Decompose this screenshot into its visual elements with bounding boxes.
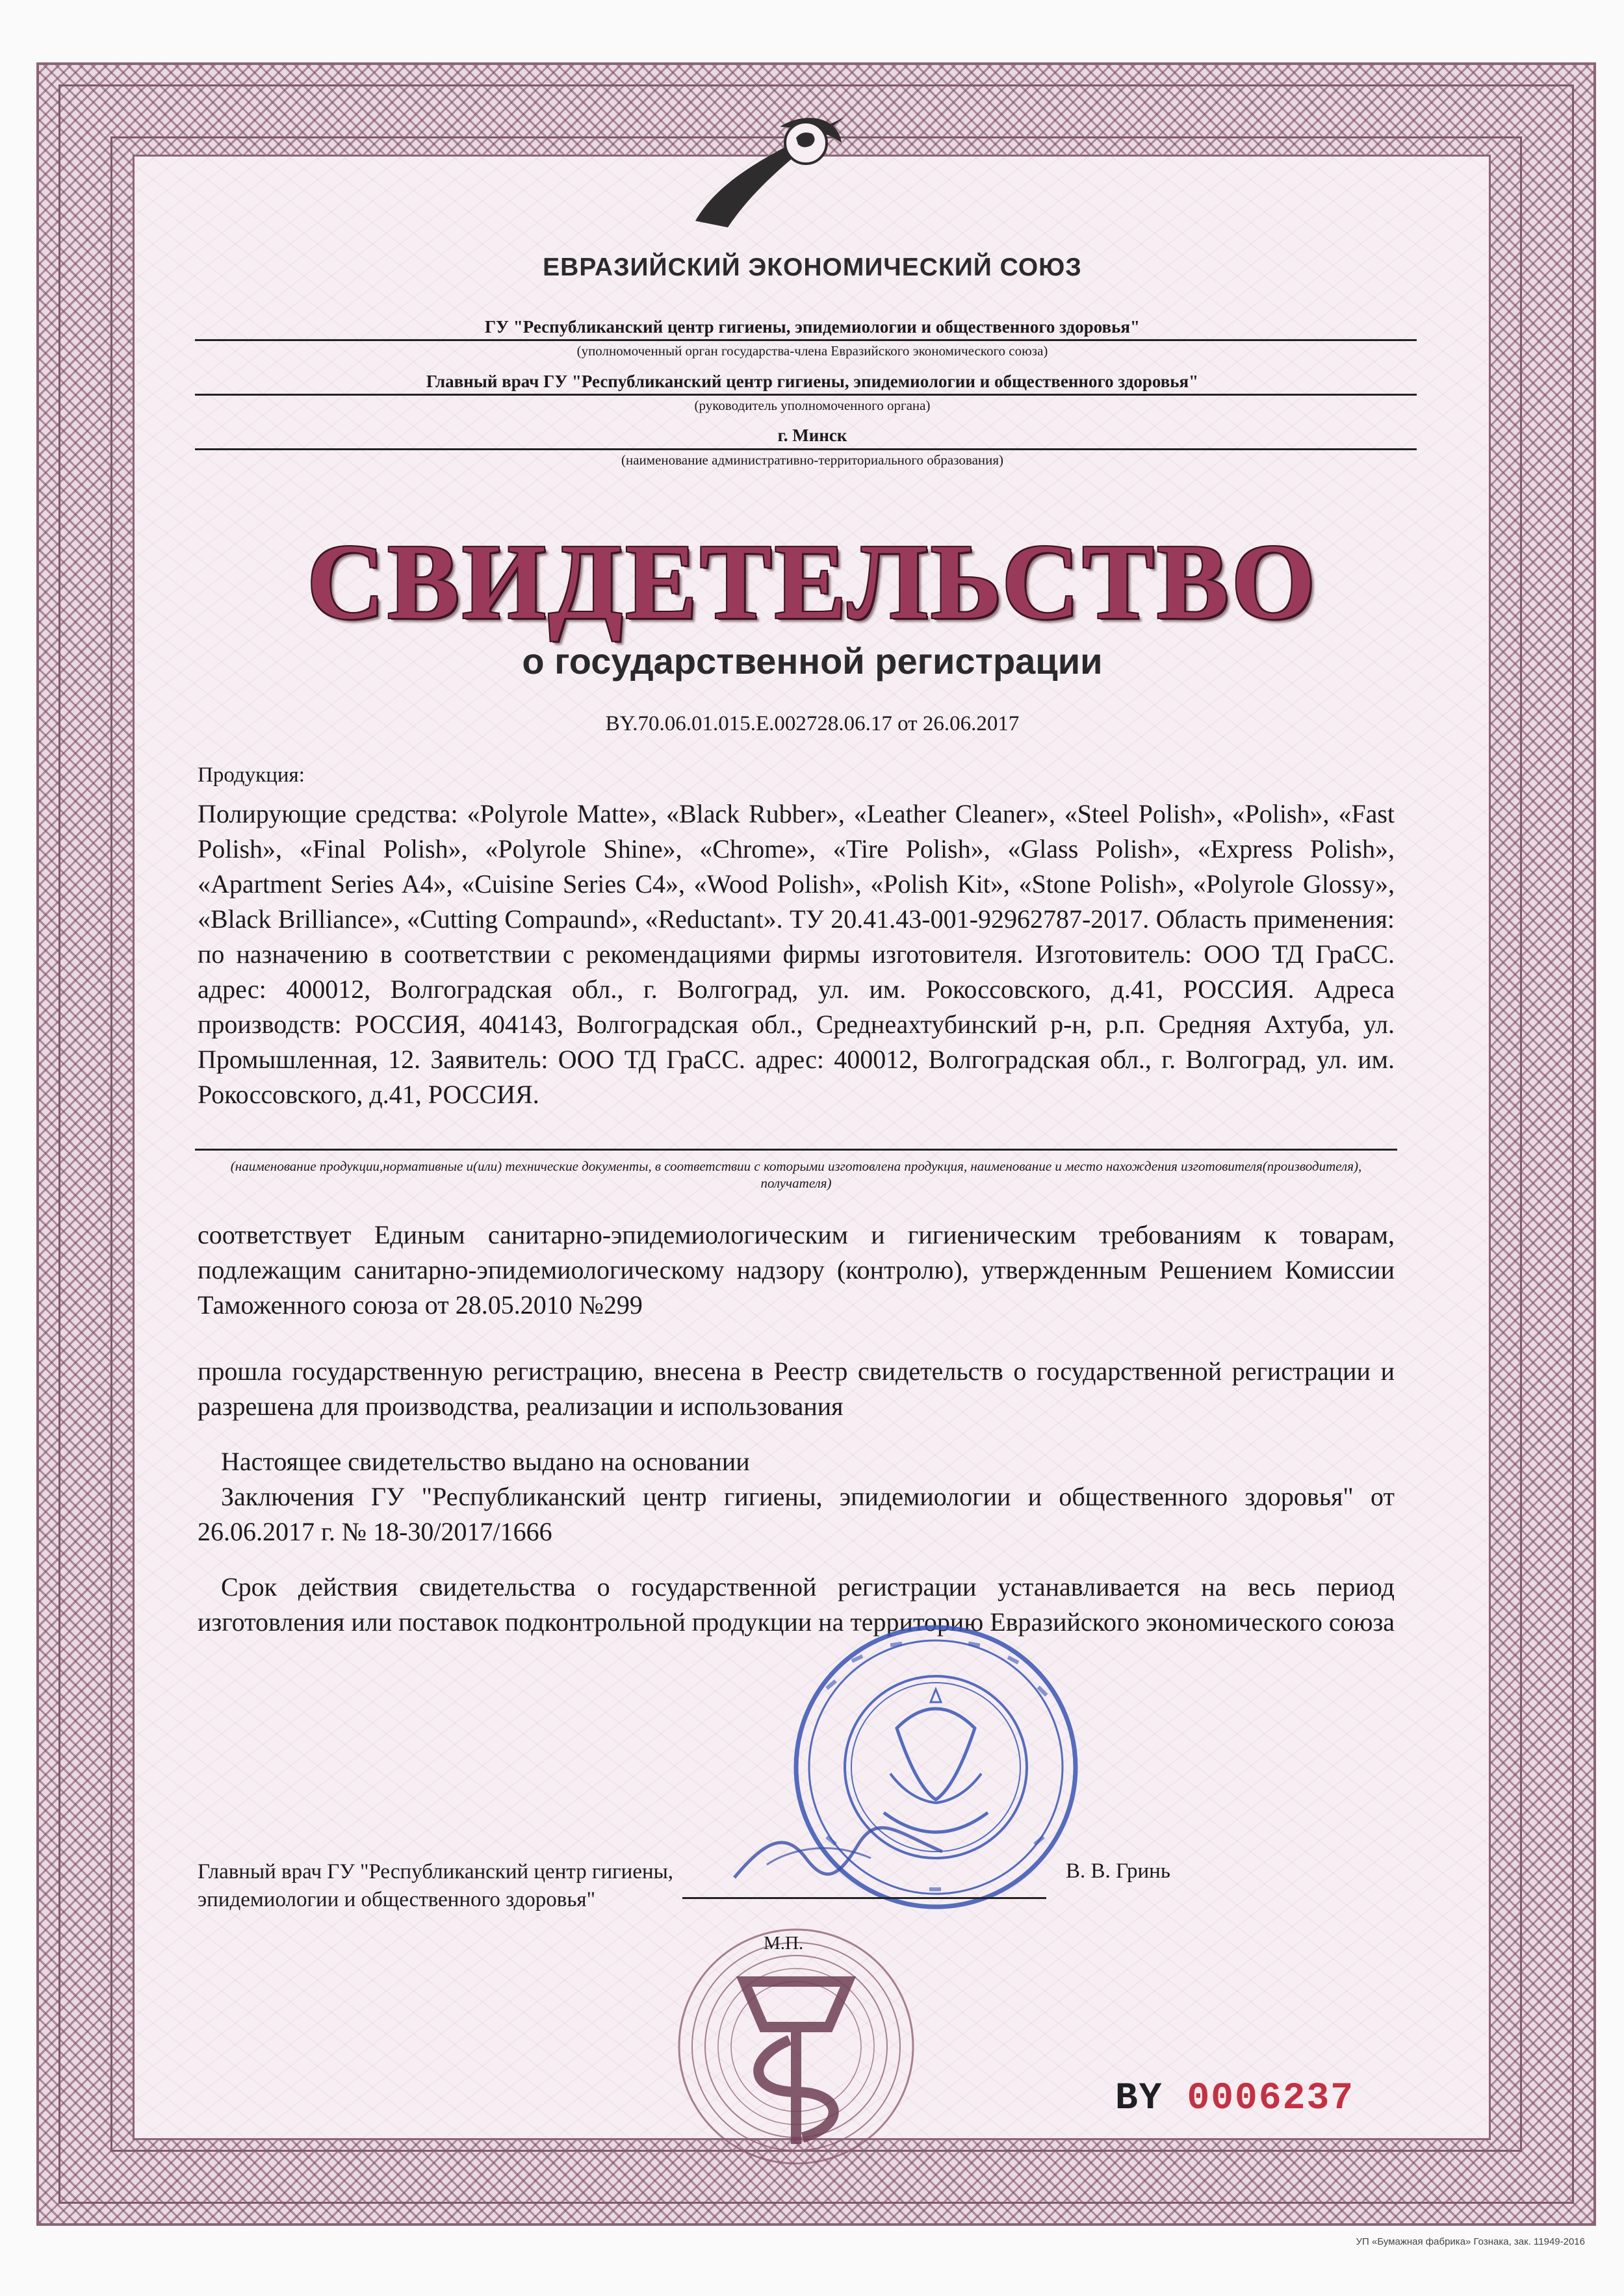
serial-number: [1115, 2078, 1354, 2120]
signatory-name: В. В. Гринь: [1066, 1859, 1170, 1883]
compliance-text: соответствует Единым санитарно-эпидемиологическим и гигиеническим требованиям к товарам, подлежащим санитарно-эпидемиологическому надзору (контролю), утвержденным Решением Комиссии Таможенного союза от 28.05.2010 №299: [198, 1220, 1395, 1320]
head-underline: [195, 394, 1417, 396]
eaeu-emblem-icon: [682, 97, 851, 240]
product-label: Продукция:: [198, 763, 305, 787]
serial-prefix: BY: [1115, 2078, 1163, 2120]
serial-digits: 0006237: [1187, 2078, 1355, 2120]
basis-text: Заключения ГУ "Республиканский центр гигиены, эпидемиологии и общественного здоровья" от 26.06.2017 г. № 18-30/2017/1666: [198, 1482, 1395, 1546]
registration-number: BY.70.06.01.015.E.002728.06.17 от 26.06.2017: [605, 712, 1020, 735]
printer-imprint: УП «Бумажная фабрика» Гознака, зак. 11949-2016: [1356, 2236, 1585, 2247]
city-underline: [195, 448, 1417, 450]
city-caption: (наименование административно-территориального образования): [621, 452, 1004, 468]
certificate-title: СВИДЕТЕЛЬСТВО: [307, 522, 1318, 641]
product-caption: (наименование продукции,нормативные и(или) технические документы, в соответствии с которыми изготовлена продукция, наименование и место нахождения изготовителя(производителя), получателя): [230, 1158, 1362, 1191]
city-name: г. Минск: [777, 426, 847, 445]
signatory-role: Главный врач ГУ "Республиканский центр гигиены, эпидемиологии и общественного здоровья": [198, 1860, 674, 1911]
authority-underline: [195, 339, 1417, 341]
certificate-subtitle: о государственной регистрации: [522, 641, 1103, 682]
registration-text: прошла государственную регистрацию, внесена в Реестр свидетельств о государственной регистрации и разрешена для производства, реализации и использования: [198, 1357, 1395, 1421]
union-title: ЕВРАЗИЙСКИЙ ЭКОНОМИЧЕСКИЙ СОЮЗ: [543, 253, 1082, 281]
authority-caption: (уполномоченный орган государства-члена Евразийского экономического союза): [576, 343, 1048, 359]
product-description: Полирующие средства: «Polyrole Matte», «Black Rubber», «Leather Cleaner», «Steel Polish», «Polish», «Fast Polish», «Final Polish», «Polyrole Shine», «Chrome», «Tire Polish», «Glass Polish», «Express Polish», «Apartment Series A4», «Cuisine Series C4», «Wood Polish», «Polish Kit», «Stone Polish», «Polyrole Glossy», «Black Brilliance», «Cutting Compaund», «Reductant». ТУ 20.41.43-001-92962787-2017. Область применения: по назначению в соответствии с рекомендациями фирмы изготовителя. Изготовитель: ООО ТД ГраСС. адрес: 400012, Волгоградская обл., г. Волгоград, ул. им. Рокоссовского, д.41, РОССИЯ. Адреса производств: РОССИЯ, 404143, Волгоградская обл., Среднеахтубинский р-н, р.п. Средняя Ахтуба, ул. Промышленная, 12. Заявитель: ООО ТД ГраСС. адрес: 400012, Волгоградская обл., г. Волгоград, ул. им. Рокоссовского, д.41, РОССИЯ.: [198, 799, 1395, 1109]
head-caption: (руководитель уполномоченного органа): [694, 398, 931, 413]
product-underline: [195, 1149, 1397, 1151]
head-name: Главный врач ГУ "Республиканский центр гигиены, эпидемиологии и общественного здоровья": [426, 372, 1199, 391]
basis-intro: Настоящее свидетельство выдано на основании: [221, 1447, 750, 1476]
validity-text: Срок действия свидетельства о государственной регистрации устанавливается на весь период изготовления или поставок подконтрольной продукции на территорию Евразийского экономического союза: [198, 1572, 1395, 1637]
signature-icon: [728, 1813, 949, 1891]
authority-name: ГУ "Республиканский центр гигиены, эпидемиологии и общественного здоровья": [484, 317, 1140, 337]
seal-place-mark: М.П.: [764, 1933, 804, 1954]
